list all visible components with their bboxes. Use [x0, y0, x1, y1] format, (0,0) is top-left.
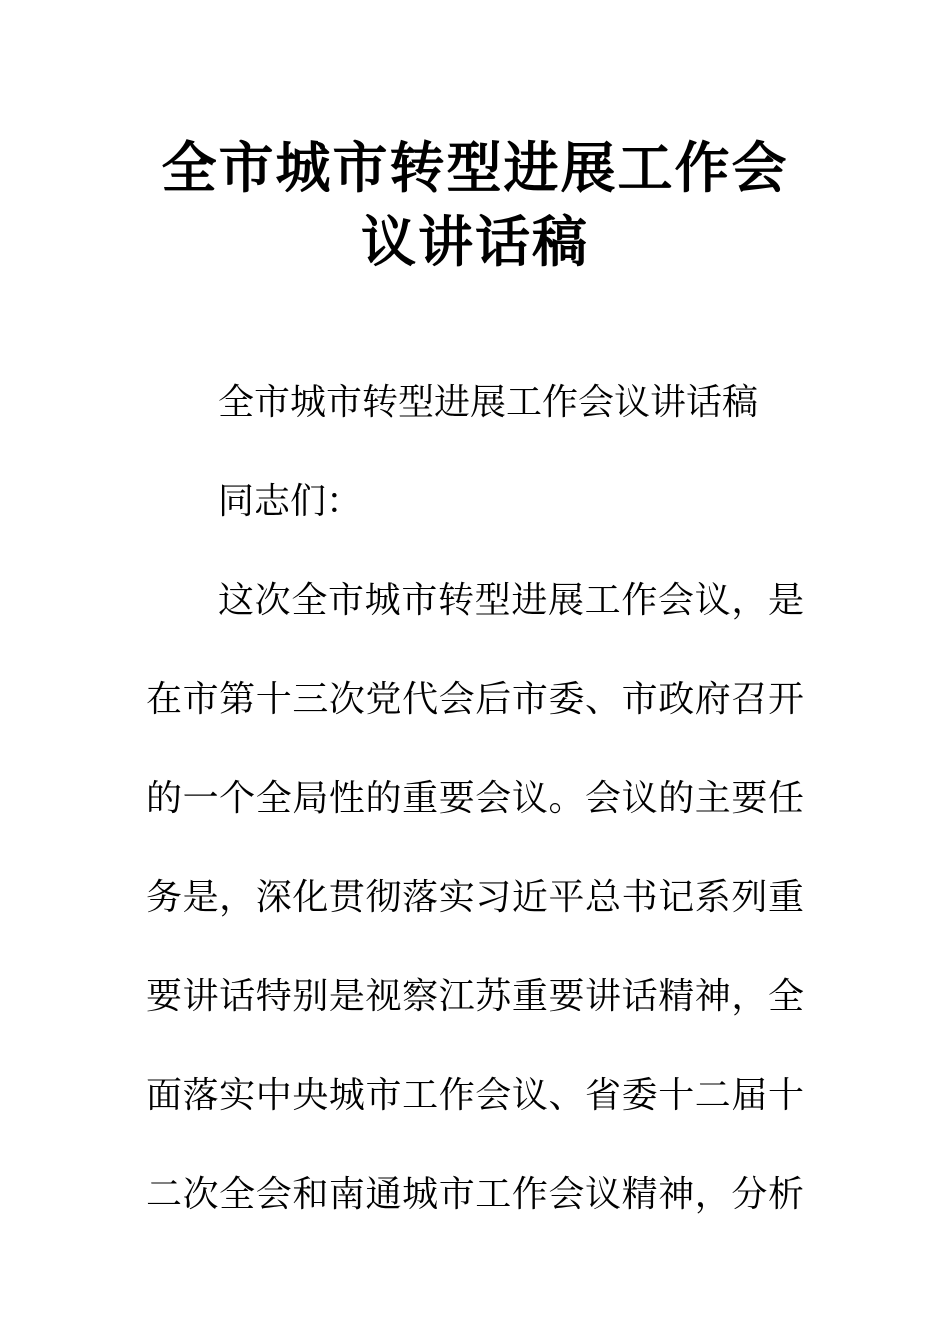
document-title-line-2: 议讲话稿 [360, 210, 589, 274]
body-line: 面落实中央城市工作会议、省委十二届十 [146, 1075, 804, 1116]
body-line: 务是，深化贯彻落实习近平总书记系列重 [146, 877, 804, 918]
body-line: 要讲话特别是视察江苏重要讲话精神，全 [146, 976, 804, 1017]
salutation: 同志们： [218, 481, 363, 522]
document-title-line-1: 全市城市转型进展工作会 [161, 136, 789, 200]
body-line: 的一个全局性的重要会议。会议的主要任 [146, 778, 804, 819]
body-line: 二次全会和南通城市工作会议精神，分析 [146, 1174, 804, 1215]
document-subtitle: 全市城市转型进展工作会议讲话稿 [218, 382, 759, 423]
body-line: 在市第十三次党代会后市委、市政府召开 [146, 679, 804, 720]
body-line: 这次全市城市转型进展工作会议，是 [218, 580, 804, 621]
